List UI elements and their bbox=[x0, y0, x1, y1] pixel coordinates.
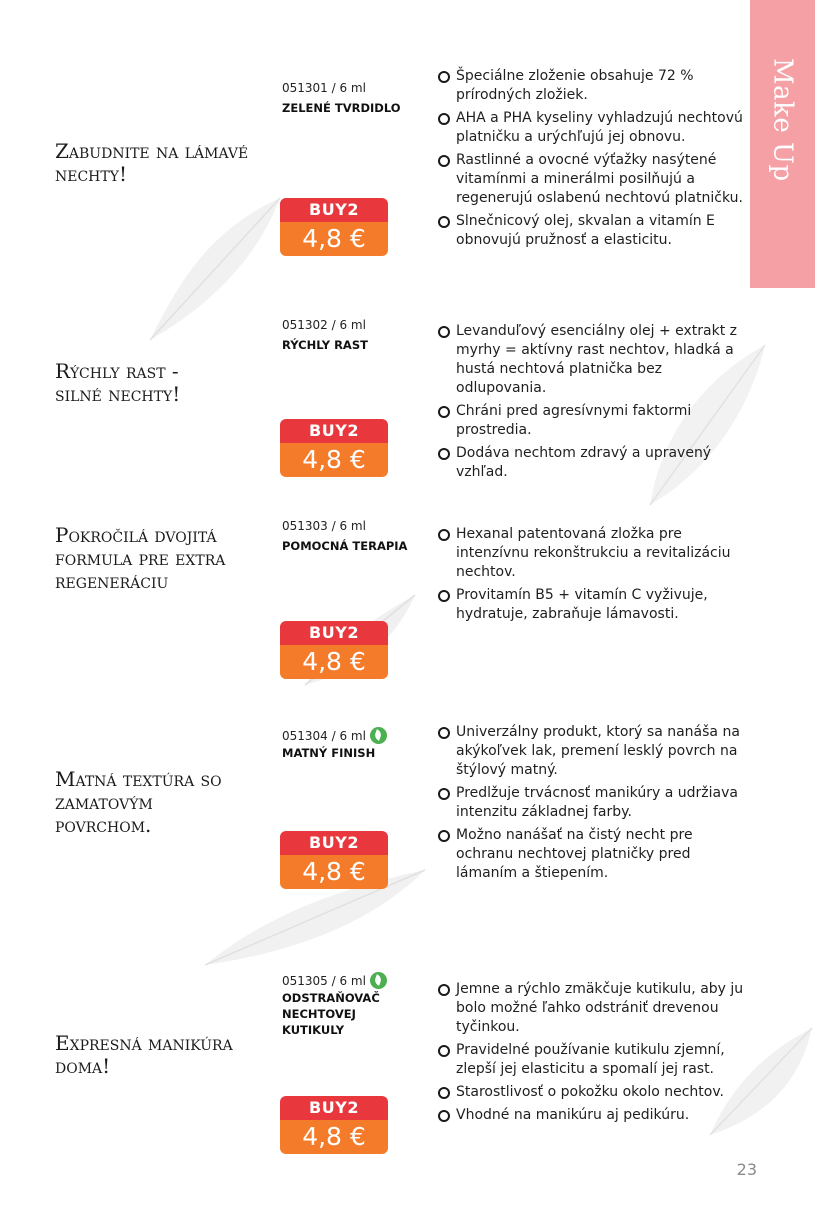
bullet-icon bbox=[438, 830, 450, 842]
feature-list bbox=[438, 723, 748, 887]
price-value: 4,8 € bbox=[280, 645, 388, 679]
eco-leaf-icon bbox=[370, 727, 387, 744]
feather-decoration-1 bbox=[140, 190, 290, 350]
product-code-row bbox=[282, 972, 387, 989]
eco-leaf-icon bbox=[370, 972, 387, 989]
buy2-label: BUY2 bbox=[280, 198, 388, 222]
price-value: 4,8 € bbox=[280, 855, 388, 889]
price-badge bbox=[280, 198, 388, 256]
bullet-icon bbox=[438, 326, 450, 338]
price-value: 4,8 € bbox=[280, 443, 388, 477]
product-code-row bbox=[282, 81, 366, 95]
bullet-icon bbox=[438, 216, 450, 228]
feature-item: AHA a PHA kyseliny vyhladzujú nechtovú platničku a urýchľujú jej obnovu. bbox=[438, 109, 748, 147]
buy2-label: BUY2 bbox=[280, 621, 388, 645]
buy2-label: BUY2 bbox=[280, 831, 388, 855]
feature-item: Predlžuje trvácnosť manikúry a udržiava intenzitu základnej farby. bbox=[438, 784, 748, 822]
feature-item: Pravidelné používanie kutikulu zjemní, zlepší jej elasticitu a spomalí jej rast. bbox=[438, 1041, 748, 1079]
product-name: ODSTRAŇOVAČ NECHTOVEJ KUTIKULY bbox=[282, 991, 380, 1037]
price-value: 4,8 € bbox=[280, 222, 388, 256]
price-badge bbox=[280, 621, 388, 679]
feature-item: Rastlinné a ovocné výťažky nasýtené vitamínmi a minerálmi posilňujú a regenerujú oslabenú nechtovú platničku. bbox=[438, 151, 748, 208]
bullet-icon bbox=[438, 1110, 450, 1122]
bullet-icon bbox=[438, 71, 450, 83]
feature-list bbox=[438, 980, 748, 1129]
product-headline: Matná textúra so zamatovým povrchom. bbox=[55, 767, 222, 837]
bullet-icon bbox=[438, 406, 450, 418]
product-code: 051303 / 6 ml bbox=[282, 519, 366, 533]
product-code: 051301 / 6 ml bbox=[282, 81, 366, 95]
feature-item: Dodáva nechtom zdravý a upravený vzhľad. bbox=[438, 444, 748, 482]
feature-item: Slnečnicový olej, skvalan a vitamín E obnovujú pružnosť a elasticitu. bbox=[438, 212, 748, 250]
product-name: ZELENÉ TVRDIDLO bbox=[282, 101, 401, 115]
product-code: 051305 / 6 ml bbox=[282, 973, 366, 988]
bullet-icon bbox=[438, 1087, 450, 1099]
product-name: MATNÝ FINISH bbox=[282, 746, 376, 760]
feature-item: Špeciálne zloženie obsahuje 72 % prírodných zložiek. bbox=[438, 67, 748, 105]
product-code: 051302 / 6 ml bbox=[282, 318, 366, 332]
bullet-icon bbox=[438, 113, 450, 125]
bullet-icon bbox=[438, 727, 450, 739]
feature-list bbox=[438, 525, 748, 628]
price-badge bbox=[280, 419, 388, 477]
product-headline: Rýchly rast - silné nechty! bbox=[55, 359, 181, 406]
feature-item: Jemne a rýchlo zmäkčuje kutikulu, aby ju bolo možné ľahko odstrániť drevenou tyčinkou. bbox=[438, 980, 748, 1037]
feature-item: Levanduľový esenciálny olej + extrakt z myrhy = aktívny rast nechtov, hladká a hustá nechtová platnička bez odlupovania. bbox=[438, 322, 748, 398]
feature-item: Vhodné na manikúru aj pedikúru. bbox=[438, 1106, 748, 1125]
product-name: POMOCNÁ TERAPIA bbox=[282, 539, 408, 553]
feature-list bbox=[438, 67, 748, 254]
product-name: RÝCHLY RAST bbox=[282, 338, 368, 352]
bullet-icon bbox=[438, 984, 450, 996]
price-badge bbox=[280, 831, 388, 889]
product-headline: Zabudnite na lámavé nechty! bbox=[55, 139, 249, 186]
bullet-icon bbox=[438, 448, 450, 460]
price-badge bbox=[280, 1096, 388, 1154]
product-headline: Expresná manikúra doma! bbox=[55, 1031, 233, 1078]
bullet-icon bbox=[438, 788, 450, 800]
price-value: 4,8 € bbox=[280, 1120, 388, 1154]
feature-item: Hexanal patentovaná zložka pre intenzívnu rekonštrukciu a revitalizáciu nechtov. bbox=[438, 525, 748, 582]
section-tab-label: Make Up bbox=[767, 58, 798, 182]
feature-item: Univerzálny produkt, ktorý sa nanáša na akýkoľvek lak, premení lesklý povrch na štýlový matný. bbox=[438, 723, 748, 780]
feature-list bbox=[438, 322, 748, 486]
feature-item: Provitamín B5 + vitamín C vyživuje, hydratuje, zabraňuje lámavosti. bbox=[438, 586, 748, 624]
bullet-icon bbox=[438, 155, 450, 167]
product-code-row bbox=[282, 318, 366, 332]
feature-item: Chráni pred agresívnymi faktormi prostredia. bbox=[438, 402, 748, 440]
feature-item: Možno nanášať na čistý necht pre ochranu nechtovej platničky pred lámaním a štiepením. bbox=[438, 826, 748, 883]
page-number: 23 bbox=[736, 1160, 757, 1179]
product-code-row bbox=[282, 727, 387, 744]
bullet-icon bbox=[438, 529, 450, 541]
product-headline: Pokročilá dvojitá formula pre extra regeneráciu bbox=[55, 523, 226, 593]
section-tab bbox=[750, 0, 815, 288]
feature-item: Starostlivosť o pokožku okolo nechtov. bbox=[438, 1083, 748, 1102]
buy2-label: BUY2 bbox=[280, 1096, 388, 1120]
product-code-row bbox=[282, 519, 366, 533]
buy2-label: BUY2 bbox=[280, 419, 388, 443]
bullet-icon bbox=[438, 1045, 450, 1057]
product-code: 051304 / 6 ml bbox=[282, 728, 366, 743]
bullet-icon bbox=[438, 590, 450, 602]
